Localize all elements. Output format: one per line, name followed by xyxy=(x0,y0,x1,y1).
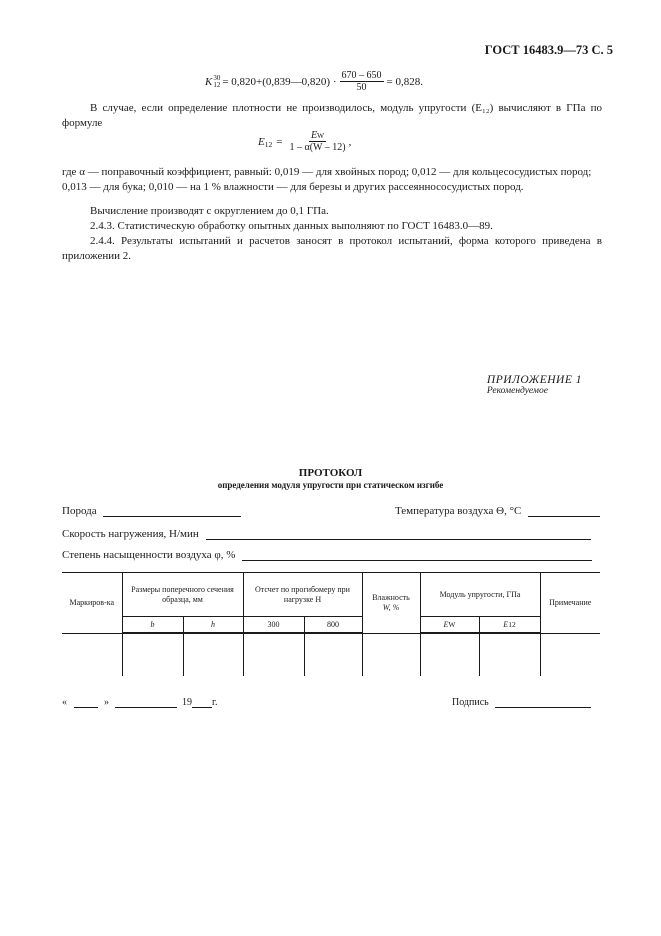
formula-k-body: = 0,820+(0,839—0,820) · xyxy=(222,75,337,88)
subcol-800: 800 xyxy=(304,617,362,634)
field-speed[interactable]: Скорость нагружения, Н/мин xyxy=(62,528,591,540)
subcol-e12: E12 xyxy=(479,617,540,634)
formula-e12: E 12 = $\frac{EW}{1 - \alpha(W - 12)}$ , xyxy=(258,130,352,153)
field-breed[interactable]: Порода xyxy=(62,505,241,517)
col-modulus: Модуль упругости, ГПа xyxy=(420,573,540,617)
formula-k-result: = 0,828. xyxy=(386,75,423,88)
signature-field[interactable]: Подпись xyxy=(452,697,591,708)
protocol-subtitle: определения модуля упругости при статическом изгибе xyxy=(217,480,444,490)
col-size: Размеры поперечного сечения образца, мм xyxy=(122,573,243,617)
col-note: Примечание xyxy=(540,573,600,634)
appendix-title: ПРИЛОЖЕНИЕ 1 xyxy=(486,374,582,386)
field-saturation[interactable]: Степень насыщенности воздуха φ, % xyxy=(62,549,592,561)
subcol-300: 300 xyxy=(243,617,304,634)
subcol-ew: EW xyxy=(420,617,479,634)
col-marking: Маркиров-ка xyxy=(62,573,122,634)
protocol-table xyxy=(62,572,600,676)
formula-k-symbol: K xyxy=(205,75,213,88)
formula-k-indices: 30 12 xyxy=(213,73,221,89)
rounding-note: Вычисление производят с округлением до 0,1 ГПа. xyxy=(90,205,329,217)
item-2-4-4: 2.4.4. Результаты испытаний и расчетов заносят в протокол испытаний, форма которого приведена в приложении 2. xyxy=(62,235,602,262)
field-temperature[interactable]: Температура воздуха Θ, °С xyxy=(395,505,600,517)
subcol-h: h xyxy=(183,617,243,634)
date-field[interactable]: « » 19 г. xyxy=(62,697,218,708)
subcol-b: b xyxy=(122,617,183,634)
table-row[interactable] xyxy=(62,633,600,676)
page-header: ГОСТ 16483.9—73 С. 5 xyxy=(484,43,613,57)
appendix-label xyxy=(487,374,582,396)
paragraph-no-density: В случае, если определение плотности не производилось, модуль упругости (E₁₂) вычисляют в ГПа по формуле xyxy=(62,102,602,129)
alpha-definition: где α — поправочный коэффициент, равный: 0,019 — для хвойных пород; 0,012 — для кольцесосудистых пород; 0,013 — для бука; 0,010 — на 1 % влажности — для березы и других рассеяннососудистых пород. xyxy=(62,166,592,193)
protocol-title: ПРОТОКОЛ xyxy=(298,467,363,479)
formula-k-fraction: $\frac{670 - 650}{50}$ xyxy=(341,70,382,93)
formula-e12-fraction: $\frac{EW}{1 - \alpha(W - 12)}$ xyxy=(289,130,346,153)
col-moisture: Влажность W, % xyxy=(362,573,420,634)
col-reading: Отсчет по прогибомеру при нагрузке Н xyxy=(243,573,362,617)
item-2-4-3: 2.4.3. Статистическую обработку опытных данных выполняют по ГОСТ 16483.0—89. xyxy=(90,220,493,232)
formula-k12 xyxy=(205,70,423,93)
appendix-note: Рекомендуемое xyxy=(486,386,548,396)
